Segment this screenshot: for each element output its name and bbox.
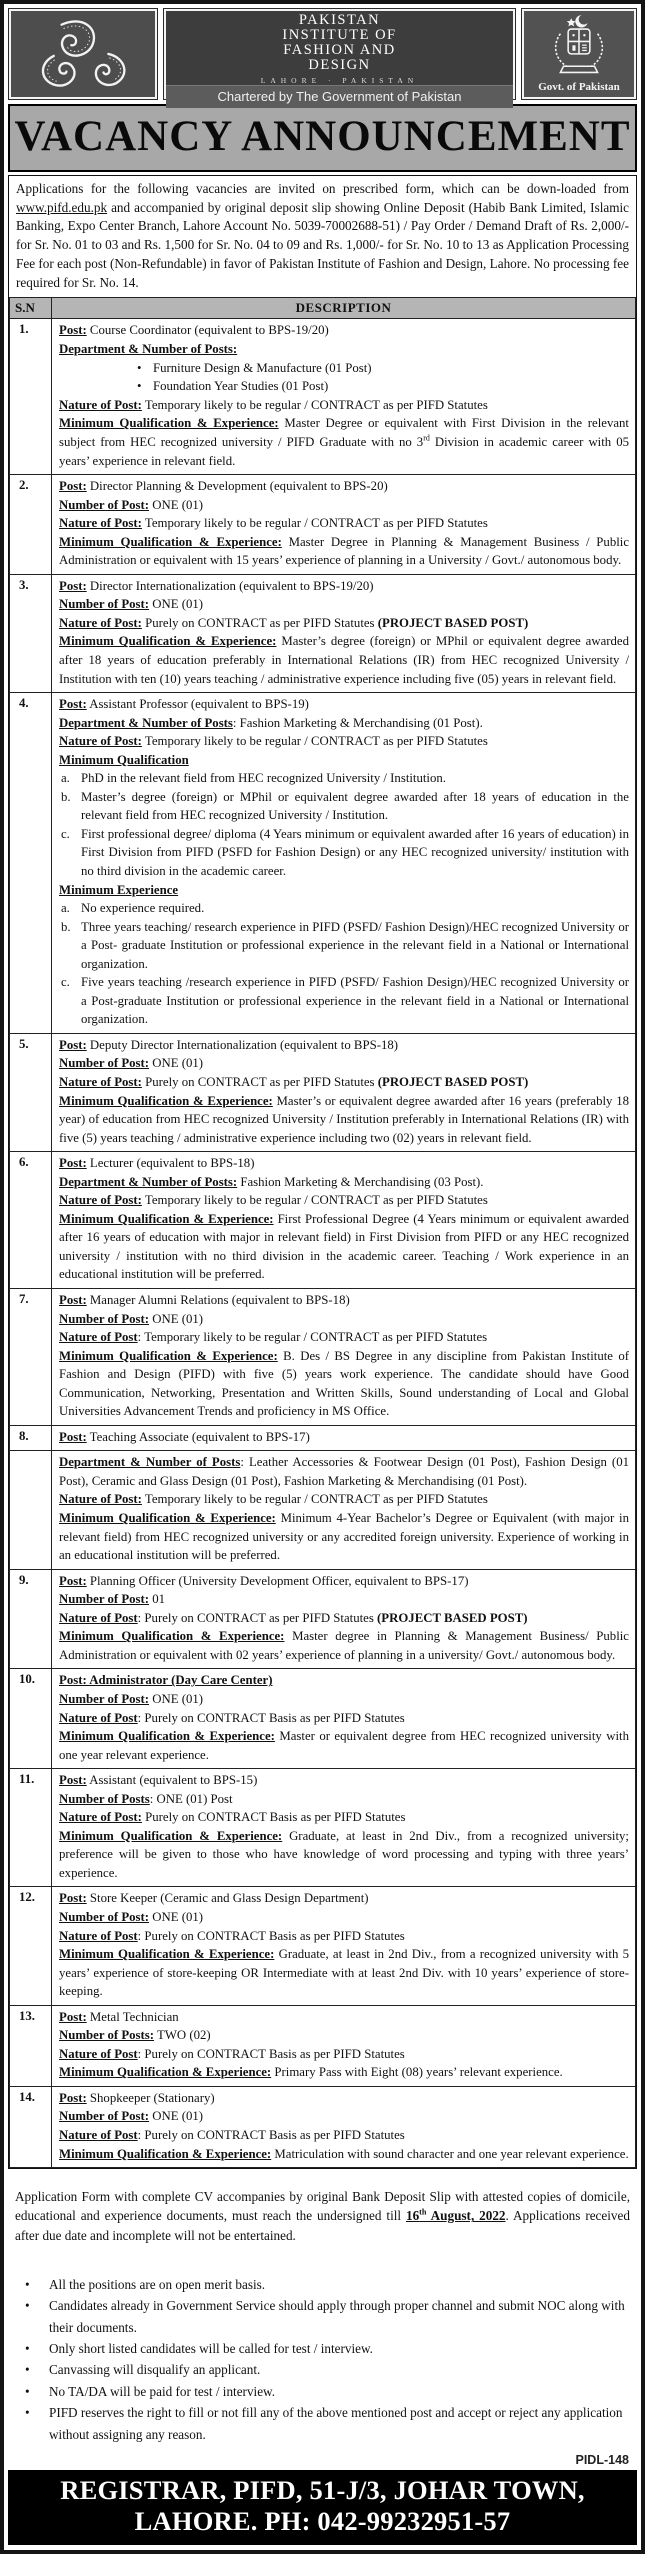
letter-marker: c.: [61, 826, 70, 841]
institute-location: LAHORE · PAKISTAN: [260, 75, 419, 85]
letter-text: Three years teaching/ research experience in PIFD (PSFD/ Fashion Design)/HEC recognized University or a Post- graduate Institution or professional experience in the relevant field in a National or International organization.: [81, 919, 629, 971]
field-line: [59, 1609, 629, 1628]
letter-text: Five years teaching /research experience in PIFD (PSFD/ Fashion Design)/HEC recognized University or a Post-graduate Institution or professional experience in the relevant field in a National or International organization.: [81, 975, 629, 1027]
field-label: Number of Posts: [59, 1791, 150, 1806]
field-line: [59, 1908, 629, 1927]
field-label: Nature of Post: [59, 1710, 138, 1725]
field-text: : Fashion Marketing & Merchandising (01 Post).: [232, 715, 483, 730]
row-description: [52, 1033, 636, 1151]
field-label: Department & Number of Posts: [59, 1455, 241, 1470]
institute-name-line: DESIGN: [308, 56, 371, 73]
section-heading: [59, 1671, 629, 1690]
bullet-text: Foundation Year Studies (01 Post): [153, 379, 329, 394]
field-text: Master or equivalent degree from HEC recognized university with one year relevant experience.: [59, 1729, 629, 1762]
field-line: [59, 533, 629, 570]
field-text: ONE (01): [149, 1691, 204, 1706]
letter-item: [61, 769, 629, 788]
field-label: Nature of Post: [59, 2046, 138, 2061]
intro-paragraph: [9, 176, 636, 297]
field-text: Temporary likely to be regular / CONTRACT as per PIFD Statutes: [141, 1492, 488, 1507]
field-line: [59, 1827, 629, 1883]
table-header-sn: S.N: [10, 298, 52, 319]
field-text: : Temporary likely to be regular / CONTRACT as per PIFD Statutes: [137, 1330, 488, 1345]
paisley-icon: [24, 13, 142, 96]
field-line: [59, 396, 629, 415]
field-text: Master Degree in Planning & Management Business / Public Administration or equivalent with 15 years’ experience of planning in a University / Govt./ autonomous body.: [59, 534, 630, 568]
field-text: : Purely on CONTRACT Basis as per PIFD Statutes: [137, 2127, 405, 2142]
closing-paragraph: [8, 2182, 637, 2246]
closing-text: . Applications received after due date and incomplete will not be entertained.: [15, 2208, 630, 2243]
letter-marker: b.: [61, 919, 71, 934]
field-text: ONE (01): [149, 597, 204, 612]
bullet-icon: •: [25, 2383, 30, 2399]
row-sn: 11.: [10, 1769, 52, 1887]
institute-name-line: INSTITUTE OF: [282, 26, 397, 43]
bullet-icon: •: [25, 2341, 30, 2356]
note-text: PIFD reserves the right to fill or not fill any of the above mentioned post and accept or reject any application without assigning any reason.: [49, 2405, 623, 2442]
field-text: ONE (01): [149, 1311, 204, 1326]
pidl-number: PIDL-148: [575, 2452, 629, 2467]
row-sn: 13.: [10, 2005, 52, 2086]
field-line: [59, 614, 629, 633]
field-label: Post:: [59, 1429, 87, 1444]
field-line: [59, 632, 629, 688]
row-description: [52, 319, 636, 475]
letter-text: PhD in the relevant field from HEC recognized University / Institution.: [81, 771, 446, 786]
letter-item: [61, 825, 629, 881]
field-text: Purely on CONTRACT Basis as per PIFD Statutes: [141, 1810, 406, 1825]
field-text: Matriculation with sound character and one year relevant experience.: [271, 2146, 629, 2161]
row-description: [52, 2005, 636, 2086]
vacancy-banner: [8, 104, 637, 172]
field-line: [59, 1572, 629, 1591]
bullet-icon: •: [137, 379, 142, 394]
row-description: [52, 1569, 636, 1669]
field-text: : ONE (01) Post: [149, 1791, 233, 1806]
field-label: Post: Administrator (Day Care Center): [59, 1673, 273, 1688]
chartered-strip: Chartered by The Government of Pakistan: [166, 85, 513, 108]
table-header-description: DESCRIPTION: [52, 298, 636, 319]
field-text: Graduate, at least in 2nd Div., from a recognized university; preference will be given to those who have knowledge of word processing and typing with three years’ experience.: [59, 1828, 629, 1880]
row-sn: 7.: [10, 1289, 52, 1426]
field-label: Minimum Qualification & Experience:: [59, 1511, 276, 1526]
row-sn: 14.: [10, 2086, 52, 2167]
field-line: [59, 1191, 629, 1210]
field-text: : Purely on CONTRACT as per PIFD Statutes: [137, 1610, 378, 1625]
field-label: Nature of Post:: [59, 397, 142, 412]
table-row: [10, 693, 636, 1034]
govt-of-pakistan-emblem: [540, 12, 618, 79]
row-description: [52, 1451, 636, 1569]
note-item: [15, 2381, 630, 2402]
field-label: Post:: [59, 2009, 87, 2024]
field-text: Master Degree or equivalent with First Division in the relevant subject from HEC recognized university / PIFD Graduate with no 3rd Division in academic career with 05 years’ experience in relevant field.: [59, 416, 629, 468]
field-text: : Purely on CONTRACT Basis as per PIFD Statutes: [137, 2046, 405, 2061]
field-text: Master’s degree (foreign) or MPhil or equivalent degree awarded after 18 years of education preferably in International Relations (IR) from HEC recognized University / Institution with ten (10) years teaching / administrative experience including five (05) years in relevant field.: [59, 634, 629, 686]
letter-marker: c.: [61, 975, 70, 990]
table-row: [10, 1033, 636, 1151]
field-label: Post:: [59, 1293, 87, 1308]
row-sn: 1.: [10, 319, 52, 475]
note-text: No TA/DA will be paid for test / interview.: [49, 2383, 276, 2399]
row-description: [52, 1769, 636, 1887]
field-line: [59, 1889, 629, 1908]
field-line: [59, 496, 629, 515]
row-sn: 3.: [10, 574, 52, 692]
section-heading: [59, 881, 629, 900]
field-label: Minimum Qualification & Experience:: [59, 634, 277, 649]
field-text: Teaching Associate (equivalent to BPS-17): [86, 1429, 310, 1444]
row-sn: 4.: [10, 693, 52, 1034]
field-line: [59, 2126, 629, 2145]
closing-text: Application Form with complete CV accompanies by original Bank Deposit Slip with attested copies of domicile, educational and experience documents, must reach the undersigned till: [15, 2189, 630, 2224]
row-description: [52, 475, 636, 575]
field-line: [59, 1453, 629, 1490]
field-label: Post:: [59, 697, 87, 712]
field-line: [59, 321, 629, 340]
note-text: Candidates already in Government Service should apply through proper channel and submit NOC along with their documents.: [49, 2298, 625, 2335]
table-row: [10, 574, 636, 692]
field-line: [59, 695, 629, 714]
field-line: [59, 1490, 629, 1509]
field-line: [59, 1154, 629, 1173]
note-text: Canvassing will disqualify an applicant.: [49, 2362, 261, 2378]
note-text: All the positions are on open merit basis.: [49, 2276, 266, 2292]
table-row: [10, 1569, 636, 1669]
row-description: [52, 1152, 636, 1289]
field-label: Minimum Qualification & Experience:: [59, 1093, 273, 1108]
note-item: [15, 2274, 630, 2295]
govt-label: Govt. of Pakistan: [538, 81, 620, 93]
field-text: Temporary likely to be regular / CONTRACT as per PIFD Statutes: [141, 397, 488, 412]
field-line: [59, 2107, 629, 2126]
row-sn: [10, 1451, 52, 1569]
field-line: [59, 1945, 629, 2001]
field-text: Assistant Professor (equivalent to BPS-19): [86, 697, 309, 712]
deadline-date: 16th August, 2022: [405, 2208, 506, 2224]
field-line: [59, 1210, 629, 1284]
table-row: [10, 1451, 636, 1569]
field-line: [59, 595, 629, 614]
field-label: Minimum Qualification & Experience:: [59, 2065, 272, 2080]
field-line: [59, 514, 629, 533]
field-line: [59, 1310, 629, 1329]
row-description: [52, 1425, 636, 1451]
field-label: Post:: [59, 323, 87, 338]
field-text: ONE (01): [149, 497, 204, 512]
page-title: VACANCY ANNOUNCEMENT: [14, 113, 631, 160]
row-sn: 10.: [10, 1669, 52, 1769]
field-text: Metal Technician: [86, 2009, 179, 2024]
field-text: : Leather Accessories & Footwear Design (01 Post), Fashion Design (01 Post), Ceramic and Glass Design (01 Post), Fashion Marketing & Merchandising (01 Post).: [59, 1455, 629, 1488]
field-line: [59, 1036, 629, 1055]
bullet-icon: •: [25, 2405, 30, 2421]
note-item: [15, 2359, 630, 2380]
row-description: [52, 1669, 636, 1769]
field-label: Minimum Qualification & Experience:: [59, 1828, 283, 1843]
table-row: [10, 475, 636, 575]
field-label: Number of Post:: [59, 1311, 150, 1326]
field-label: Minimum Qualification: [59, 752, 189, 767]
row-description: [52, 574, 636, 692]
field-label: Nature of Post:: [59, 1810, 142, 1825]
row-sn: 12.: [10, 1887, 52, 2005]
field-label: Department & Number of Posts: [59, 715, 233, 730]
letter-text: No experience required.: [81, 901, 205, 916]
field-text: Temporary likely to be regular / CONTRACT as per PIFD Statutes: [141, 516, 488, 531]
field-text: ONE (01): [149, 1056, 204, 1071]
note-text: Only short listed candidates will be called for test / interview.: [49, 2341, 373, 2356]
letter-item: [61, 788, 629, 825]
note-item: [15, 2402, 630, 2445]
field-text: ONE (01): [149, 2109, 204, 2124]
letter-marker: a.: [61, 901, 70, 916]
field-label: Minimum Qualification & Experience:: [59, 534, 282, 549]
field-label: Number of Post:: [59, 1592, 150, 1607]
row-description: [52, 693, 636, 1034]
field-line: [59, 732, 629, 751]
field-label: Department & Number of Posts:: [59, 1174, 238, 1189]
table-row: [10, 2005, 636, 2086]
field-text: Master degree in Planning & Management Business/ Public Administration or equivalent with 02 years’ experience of planning in a university/ Govt./ autonomous body.: [59, 1629, 629, 1662]
field-line: [59, 2145, 629, 2164]
note-item: [15, 2338, 630, 2359]
row-sn: 5.: [10, 1033, 52, 1151]
field-text: Lecturer (equivalent to BPS-18): [86, 1156, 255, 1171]
field-label: Minimum Experience: [59, 882, 179, 897]
row-sn: 6.: [10, 1152, 52, 1289]
table-row: [10, 1769, 636, 1887]
registrar-bar: REGISTRAR, PIFD, 51-J/3, JOHAR TOWN, LAHORE. PH: 042-99232951-57: [8, 2470, 637, 2545]
field-text: Deputy Director Internationalization (equivalent to BPS-18): [86, 1037, 399, 1052]
field-line: [59, 1590, 629, 1609]
field-text: Director Planning & Development (equivalent to BPS-20): [86, 479, 388, 494]
field-label: Post:: [59, 578, 87, 593]
pifd-url-link[interactable]: www.pifd.edu.pk: [16, 199, 108, 215]
field-label: Minimum Qualification & Experience:: [59, 2146, 272, 2161]
field-line: [59, 2045, 629, 2064]
letter-text: First professional degree/ diploma (4 Years minimum or equivalent awarded after 16 years of education) in First Division from PIFD (PSFD for Fashion Design) or any HEC recognized university/ institution with no third division in the academic career.: [81, 826, 629, 878]
row-description: [52, 1887, 636, 2005]
field-label: Nature of Post: [59, 2127, 138, 2142]
field-line: [59, 1054, 629, 1073]
field-text: ONE (01): [149, 1909, 204, 1924]
field-label: Nature of Post:: [59, 1193, 142, 1208]
row-description: [52, 1289, 636, 1426]
field-text: Assistant (equivalent to BPS-15): [86, 1773, 258, 1788]
note-item: [15, 2295, 630, 2338]
field-text: Primary Pass with Eight (08) years’ relevant experience.: [271, 2065, 563, 2080]
field-line: [59, 1727, 629, 1764]
field-text: Director Internationalization (equivalent to BPS-19/20): [86, 578, 374, 593]
letter-marker: a.: [61, 771, 70, 786]
field-label: Nature of Post:: [59, 1075, 142, 1089]
field-label: Nature of Post:: [59, 516, 142, 531]
field-line: [59, 1073, 629, 1092]
field-text: B. Des / BS Degree in any discipline from Pakistan Institute of Fashion and Design (PIFD) with five (5) years work experience. The candidate should have Good Communication, Networking, Presentation and Written Skills, Sound understanding of Local and Global Universities Advancement Trends and proficiency in MS Office.: [59, 1348, 629, 1419]
field-label: Number of Post:: [59, 1056, 150, 1071]
field-line: [59, 1428, 629, 1447]
row-description: [52, 2086, 636, 2167]
field-label: Minimum Qualification & Experience:: [59, 1211, 274, 1226]
field-label: Post:: [59, 1891, 87, 1906]
field-label: Post:: [59, 1573, 87, 1588]
field-line: [59, 1771, 629, 1790]
field-text: Temporary likely to be regular / CONTRACT as per PIFD Statutes: [141, 734, 488, 749]
field-text: Course Coordinator (equivalent to BPS-19/20): [86, 323, 329, 338]
bullet-item: [137, 377, 629, 396]
field-line: [59, 1709, 629, 1728]
field-text: Manager Alumni Relations (equivalent to BPS-18): [86, 1293, 350, 1308]
field-text: Minimum 4-Year Bachelor’s Degree or Equivalent (with major in relevant field) from HEC recognized university or any accredited foreign university. Experience of working in an educational institution will be preferred.: [59, 1511, 629, 1563]
table-row: [10, 1669, 636, 1769]
intro-text: and accompanied by original deposit slip showing Online Deposit (Habib Bank Limited, Islamic Banking, Expo Center Branch, Lahore Account No. 5039-70002688-51) / Pay Order / Demand Draft of Rs. 2,000/- for Sr. No. 01 to 03 and Rs. 1,500 for Sr. No. 04 to 09 and Rs. 1,000/- for Sr. No. 10 to 13 as Application Processing Fee for each post (Non-Refundable) in favor of Pakistan Institute of Fashion and Design, Lahore. No processing fee required for Sr. No. 14.: [16, 199, 629, 290]
field-label: Minimum Qualification & Experience:: [59, 1947, 275, 1962]
field-text: Planning Officer (University Development Officer, equivalent to BPS-17): [86, 1573, 469, 1588]
institute-name-line: FASHION AND: [283, 41, 396, 58]
field-text: Fashion Marketing & Merchandising (03 Post).: [237, 1174, 484, 1189]
field-line: [59, 414, 629, 470]
field-line: [59, 1927, 629, 1946]
field-label: Minimum Qualification & Experience:: [59, 1629, 285, 1644]
letter-item: [61, 918, 629, 974]
bullet-icon: •: [25, 2362, 30, 2378]
field-text: 01: [149, 1592, 166, 1607]
field-label: Minimum Qualification & Experience:: [59, 416, 279, 431]
field-label: Post:: [59, 1156, 87, 1171]
table-row: [10, 1425, 636, 1451]
letter-text: Master’s degree (foreign) or MPhil or equivalent degree awarded after 18 years of education in the relevant field from HEC recognized University / Institution.: [81, 789, 629, 823]
field-label: Nature of Post:: [59, 1492, 142, 1507]
field-line: [59, 577, 629, 596]
field-label: Post:: [59, 1773, 87, 1788]
field-label: Number of Post:: [59, 2109, 150, 2124]
field-text: Temporary likely to be regular / CONTRACT as per PIFD Statutes: [141, 1193, 488, 1208]
table-row: [10, 1289, 636, 1426]
table-row: [10, 1152, 636, 1289]
field-line: [59, 1347, 629, 1421]
field-label: Minimum Qualification & Experience:: [59, 1729, 275, 1744]
letter-marker: b.: [61, 789, 71, 804]
notes-list: [8, 2260, 637, 2449]
field-line: [59, 2089, 629, 2108]
field-label: Number of Posts:: [59, 2028, 155, 2043]
vacancy-table-body: [10, 319, 636, 2168]
field-label: Nature of Post:: [59, 734, 142, 749]
institute-panel: [163, 8, 516, 104]
vacancy-table: [9, 297, 636, 2168]
bullet-icon: •: [25, 2276, 30, 2292]
bullet-icon: •: [25, 2298, 30, 2314]
pifd-logo-panel: [8, 8, 158, 100]
field-label: Nature of Post: [59, 1610, 138, 1625]
bullet-text: Furniture Design & Manufacture (01 Post): [153, 360, 372, 375]
field-label: Nature of Post: [59, 1928, 138, 1943]
field-text: First Professional Degree (4 Years minimum or equivalent awarded after 16 years of education with major in relevant field) in First Division from PIFD or any HEC recognized university / institution with no third division in the academic career. Teaching / Work experience in an educational institution will be preferred.: [59, 1211, 629, 1282]
field-text: : Purely on CONTRACT Basis as per PIFD Statutes: [137, 1710, 405, 1725]
field-text: : Purely on CONTRACT Basis as per PIFD Statutes: [137, 1928, 405, 1943]
row-sn: 8.: [10, 1425, 52, 1451]
table-row: [10, 319, 636, 475]
letter-item: [61, 899, 629, 918]
field-label: Minimum Qualification & Experience:: [59, 1348, 278, 1363]
field-line: [59, 1627, 629, 1664]
field-label: Number of Post:: [59, 497, 150, 512]
project-based-note: (PROJECT BASED POST): [377, 1610, 528, 1625]
field-label: Number of Post:: [59, 1691, 150, 1706]
field-label: Post:: [59, 2090, 87, 2105]
field-label: Number of Post:: [59, 597, 150, 612]
letter-item: [61, 973, 629, 1029]
table-row: [10, 2086, 636, 2167]
content-box: [8, 175, 637, 2169]
field-line: [59, 477, 629, 496]
project-based-note: (PROJECT BASED POST): [377, 1075, 529, 1089]
table-header-row: [10, 298, 636, 319]
header: [8, 8, 637, 104]
field-label: Department & Number of Posts:: [59, 341, 238, 356]
institute-name: [261, 9, 418, 85]
row-sn: 9.: [10, 1569, 52, 1669]
field-text: TWO (02): [154, 2028, 211, 2043]
section-heading: [59, 751, 629, 770]
field-text: Master’s or equivalent degree awarded after 16 years (preferably 18 year) of education from HEC recognized University / Institution preferably in International Relations (IR) with five (5) years teaching / administrative experience including two (02) years in relevant field.: [59, 1093, 629, 1145]
field-line: [59, 2008, 629, 2027]
bullet-item: [137, 359, 629, 378]
field-line: [59, 1690, 629, 1709]
intro-text: Applications for the following vacancies are invited on prescribed form, which can be down-loaded from: [16, 181, 629, 196]
field-label: Post:: [59, 479, 87, 494]
field-text: Purely on CONTRACT as per PIFD Statutes: [141, 1075, 378, 1089]
bullet-icon: •: [137, 360, 142, 375]
field-label: Nature of Post: [59, 1330, 138, 1345]
row-sn: 2.: [10, 475, 52, 575]
field-label: Post:: [59, 1037, 87, 1052]
field-line: [59, 1092, 629, 1148]
field-line: [59, 1509, 629, 1565]
field-line: [59, 1328, 629, 1347]
field-label: Nature of Post:: [59, 615, 142, 630]
field-line: [59, 2026, 629, 2045]
field-line: [59, 2063, 629, 2082]
govt-panel: [521, 8, 637, 100]
field-text: Shopkeeper (Stationary): [86, 2090, 215, 2105]
field-line: [59, 1173, 629, 1192]
field-text: Purely on CONTRACT as per PIFD Statutes: [141, 615, 378, 630]
field-text: Graduate, at least in 2nd Div., from a recognized university with 5 years’ experience of store-keeping OR Intermediate with at least 2nd Div. with 10 years’ experience of store-keeping.: [59, 1947, 629, 1999]
field-text: Store Keeper (Ceramic and Glass Design Department): [86, 1891, 369, 1906]
section-heading: [59, 340, 629, 359]
field-line: [59, 714, 629, 733]
table-row: [10, 1887, 636, 2005]
project-based-note: (PROJECT BASED POST): [377, 615, 529, 630]
field-line: [59, 1291, 629, 1310]
field-label: Number of Post:: [59, 1909, 150, 1924]
field-line: [59, 1808, 629, 1827]
institute-name-line: PAKISTAN: [298, 12, 381, 28]
field-line: [59, 1790, 629, 1809]
